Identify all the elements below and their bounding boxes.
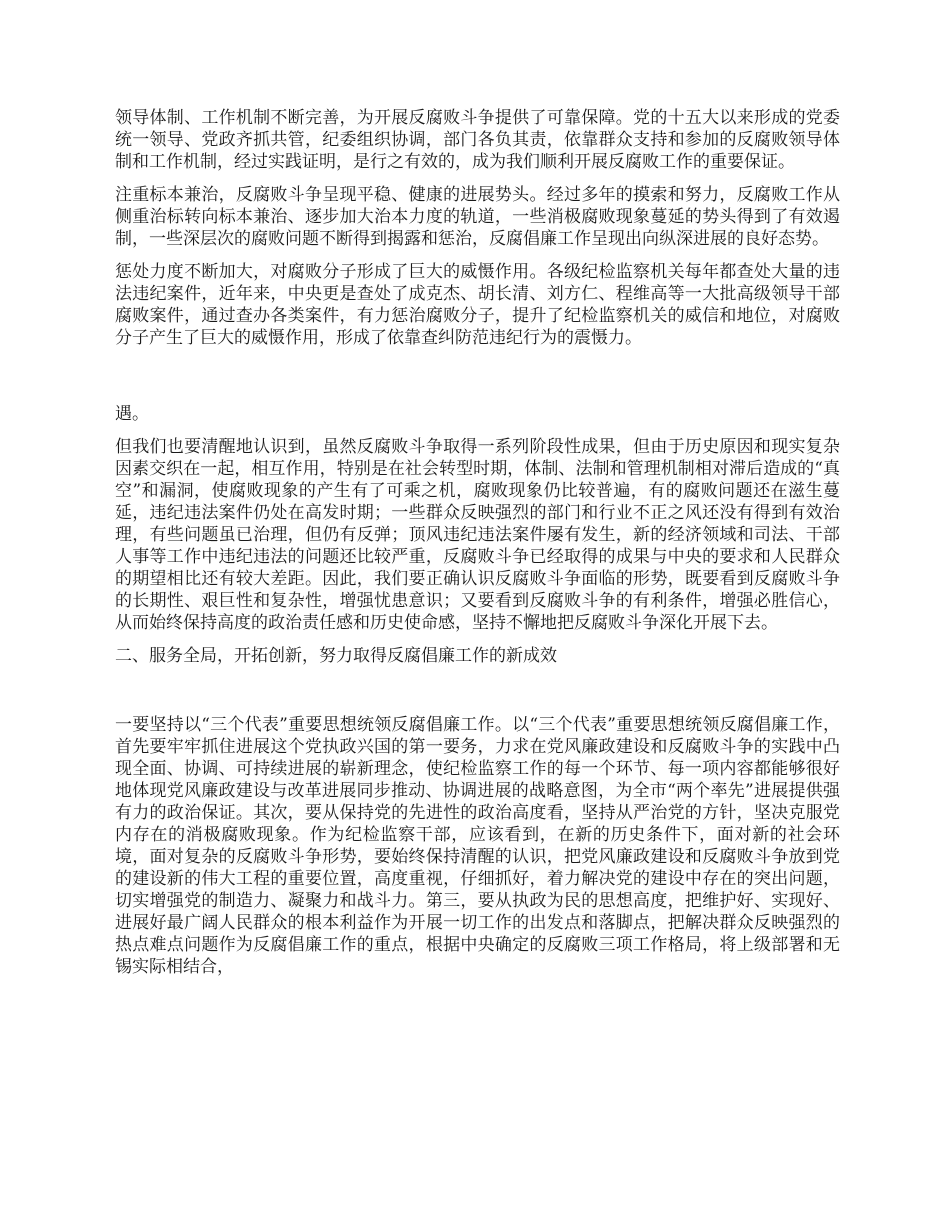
paragraph-three-represents: 一要坚持以“三个代表”重要思想统领反腐倡廉工作。以“三个代表”重要思想统领反腐倡廉工作，首先要牢牢抓住进展这个党执政兴国的第一要务，力求在党风廉政建设和反腐败斗争的实践中凸现全面、协调、可持续进展的崭新理念，使纪检监察工作的每一个环节、每一项内容都能够很好地体现党风廉政建设与改革进展同步推动、协调进展的战略意图，为全市“两个率先”进展提供强有力的政治保证。其次，要从保持党的先进性的政治高度看，坚持从严治党的方针，坚决克服党内存在的消极腐败现象。作为纪检监察干部，应该看到，在新的历史条件下，面对新的社会环境，面对复杂的反腐败斗争形势，要始终保持清醒的认识，把党风廉政建设和反腐败斗争放到党的建设新的伟大工程的重要位置，高度重视，仔细抓好，着力解决党的建设中存在的突出问题，切实增强党的制造力、凝聚力和战斗力。第三，要从执政为民的思想高度，把维护好、实现好、进展好最广阔人民群众的根本利益作为开展一切工作的出发点和落脚点，把解决群众反映强烈的热点难点问题作为反腐倡廉工作的重点，根据中央确定的反腐败三项工作格局，将上级部署和无锡实际相结合，: [115, 715, 840, 977]
section-gap: [115, 678, 840, 714]
paragraph-fragment: 遇。: [115, 404, 149, 424]
paragraph-root-and-symptom: 注重标本兼治，反腐败斗争呈现平稳、健康的进展势头。经过多年的摸索和努力，反腐败工作从侧重治标转向标本兼治、逐步加大治本力度的轨道，一些消极腐败现象蔓延的势头得到了有效遏制，一些深层次的腐败问题不断得到揭露和惩治，反腐倡廉工作呈现出向纵深进展的良好态势。: [115, 185, 840, 249]
paragraph-leadership-system: 领导体制、工作机制不断完善，为开展反腐败斗争提供了可靠保障。党的十五大以来形成的党委统一领导、党政齐抓共管，纪委组织协调，部门各负其责，依靠群众支持和参加的反腐败领导体制和工作机制，经过实践证明，是行之有效的，成为我们顺利开展反腐败工作的重要保证。: [115, 108, 840, 172]
paragraph-punishment: 惩处力度不断加大，对腐败分子形成了巨大的威慑作用。各级纪检监察机关每年都查处大量的违法违纪案件，近年来，中央更是查处了成克杰、胡长清、刘方仁、程维高等一大批高级领导干部腐败案件，通过查办各类案件，有力惩治腐败分子，提升了纪检监察机关的威信和地位，对腐败分子产生了巨大的威慑作用，形成了依靠查纠防范违纪行为的震慑力。: [115, 262, 840, 348]
document-body: [115, 107, 840, 989]
paragraph-situation: 但我们也要清醒地认识到，虽然反腐败斗争取得一系列阶段性成果，但由于历史原因和现实复杂因素交织在一起，相互作用，特别是在社会转型时期，体制、法制和管理机制相对滞后造成的“真空”和漏洞，使腐败现象的产生有了可乘之机，腐败现象仍比较普遍，有的腐败问题还在滋生蔓延，违纪违法案件仍处在高发时期；一些群众反映强烈的部门和行业不正之风还没有得到有效治理，有些问题虽已治理，但仍有反弹；顶风违纪违法案件屡有发生，新的经济领域和司法、干部人事等工作中违纪违法的问题还比较严重，反腐败斗争已经取得的成果与中央的要求和人民群众的期望相比还有较大差距。因此，我们要正确认识反腐败斗争面临的形势，既要看到反腐败斗争的长期性、艰巨性和复杂性，增强忧患意识；又要看到反腐败斗争的有利条件，增强必胜信心，从而始终保持高度的政治责任感和历史使命感，坚持不懈地把反腐败斗争深化开展下去。: [115, 437, 840, 633]
section-gap: [115, 360, 840, 403]
section-heading: 二、服务全局，开拓创新，努力取得反腐倡廉工作的新成效: [115, 646, 557, 666]
